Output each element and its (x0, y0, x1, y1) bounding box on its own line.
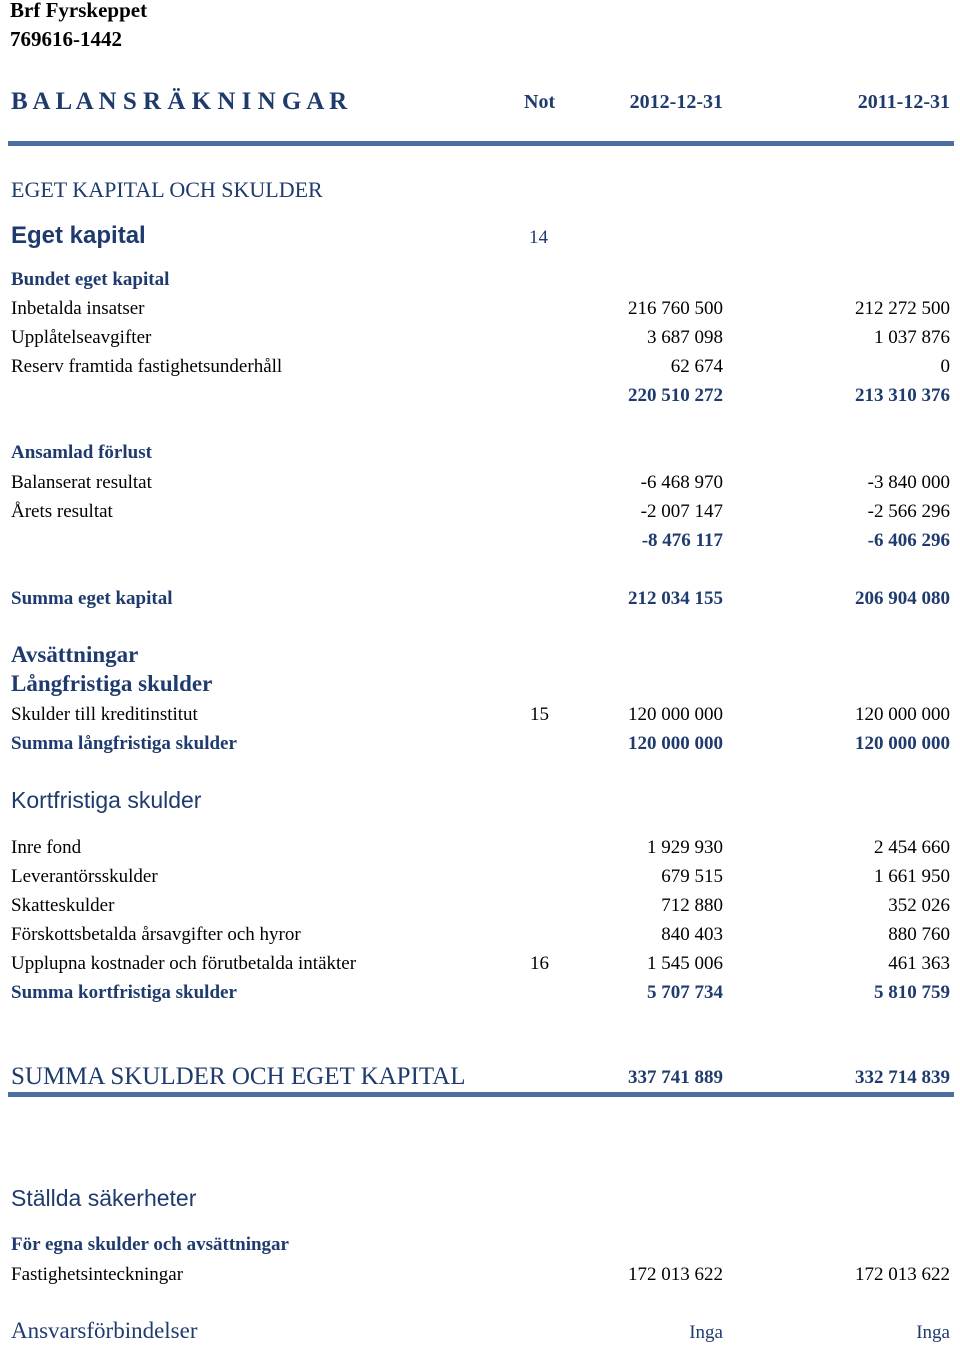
stallda-subtitle: För egna skulder och avsättningar (11, 1234, 289, 1255)
stallda-heading: Ställda säkerheter (11, 1185, 197, 1211)
ansamlad-heading: Ansamlad förlust (11, 442, 152, 463)
total-2011: 332 714 839 (855, 1067, 950, 1088)
row-value-2012: -6 468 970 (640, 472, 723, 493)
ansamlad-subtotal-2011: -6 406 296 (867, 530, 950, 551)
total-rule (8, 1092, 954, 1097)
row-value-2011: 461 363 (888, 953, 950, 974)
row-value-2011: -3 840 000 (867, 472, 950, 493)
bundet-subtotal-2011: 213 310 376 (855, 385, 950, 406)
row-value-2011: 0 (940, 356, 950, 377)
note-15: 15 (530, 704, 549, 725)
row-label: Skulder till kreditinstitut (11, 704, 198, 725)
row-value-2012: 172 013 622 (628, 1264, 723, 1285)
not-column-header: Not (524, 91, 556, 113)
row-value-2011: -2 566 296 (867, 501, 950, 522)
summa-eget-2011: 206 904 080 (855, 588, 950, 609)
bundet-heading: Bundet eget kapital (11, 269, 170, 290)
summa-kortfristiga-2012: 5 707 734 (647, 982, 723, 1003)
row-label: Upplupna kostnader och förutbetalda intäkter (11, 953, 357, 974)
row-value-2012: 712 880 (661, 895, 723, 916)
row-value-2012: 1 929 930 (647, 837, 723, 858)
summa-kortfristiga-label: Summa kortfristiga skulder (11, 982, 237, 1003)
summa-langfristiga-2012: 120 000 000 (628, 733, 723, 754)
row-label: Upplåtelseavgifter (11, 327, 152, 348)
row-value-2012: 1 545 006 (647, 953, 723, 974)
row-value-2012: 3 687 098 (647, 327, 723, 348)
row-value-2011: 212 272 500 (855, 298, 950, 319)
row-label: Inre fond (11, 837, 82, 858)
section-title: EGET KAPITAL OCH SKULDER (11, 177, 323, 202)
row-value-2012: 840 403 (661, 924, 723, 945)
summa-kortfristiga-2011: 5 810 759 (874, 982, 950, 1003)
bundet-subtotal-2012: 220 510 272 (628, 385, 723, 406)
ansvar-2012: Inga (689, 1322, 723, 1343)
row-value-2011: 880 760 (888, 924, 950, 945)
summa-langfristiga-label: Summa långfristiga skulder (11, 733, 237, 754)
row-value-2011: 352 026 (888, 895, 950, 916)
row-value-2012: 62 674 (670, 356, 723, 377)
row-value-2011: 172 013 622 (855, 1264, 950, 1285)
avsattningar-heading: Avsättningar (11, 642, 139, 667)
total-label: SUMMA SKULDER OCH EGET KAPITAL (11, 1063, 466, 1090)
company-name: Brf Fyrskeppet (10, 0, 148, 22)
header-rule (8, 141, 954, 146)
ansamlad-subtotal-2012: -8 476 117 (641, 530, 723, 551)
row-value-2012: 679 515 (661, 866, 723, 887)
eget-kapital-heading: Eget kapital (11, 222, 146, 249)
row-label: Skatteskulder (11, 895, 115, 916)
row-label: Årets resultat (11, 501, 113, 522)
row-value-2011: 2 454 660 (874, 837, 950, 858)
row-value-2011: 1 037 876 (874, 327, 950, 348)
page-title: B A L A N S R Ä K N I N G A R (11, 88, 348, 115)
row-value-2011: 1 661 950 (874, 866, 950, 887)
row-label: Fastighetsinteckningar (11, 1264, 184, 1285)
total-2012: 337 741 889 (628, 1067, 723, 1088)
row-label: Förskottsbetalda årsavgifter och hyror (11, 924, 301, 945)
kortfristiga-heading: Kortfristiga skulder (11, 787, 202, 813)
row-value-2012: 120 000 000 (628, 704, 723, 725)
langfristiga-heading: Långfristiga skulder (11, 671, 213, 696)
row-label: Balanserat resultat (11, 472, 152, 493)
row-label: Leverantörsskulder (11, 866, 158, 887)
row-value-2012: -2 007 147 (640, 501, 723, 522)
row-value-2012: 216 760 500 (628, 298, 723, 319)
ansvar-label: Ansvarsförbindelser (11, 1318, 198, 1343)
ansvar-2011: Inga (916, 1322, 950, 1343)
note-16: 16 (530, 953, 549, 974)
company-orgnr: 769616-1442 (10, 27, 122, 51)
col1-header: 2012-12-31 (629, 91, 723, 113)
note-14: 14 (529, 227, 548, 248)
col2-header: 2011-12-31 (857, 91, 950, 113)
row-label: Inbetalda insatser (11, 298, 145, 319)
summa-eget-2012: 212 034 155 (628, 588, 723, 609)
row-value-2011: 120 000 000 (855, 704, 950, 725)
row-label: Reserv framtida fastighetsunderhåll (11, 356, 283, 377)
summa-langfristiga-2011: 120 000 000 (855, 733, 950, 754)
summa-eget-label: Summa eget kapital (11, 588, 173, 609)
